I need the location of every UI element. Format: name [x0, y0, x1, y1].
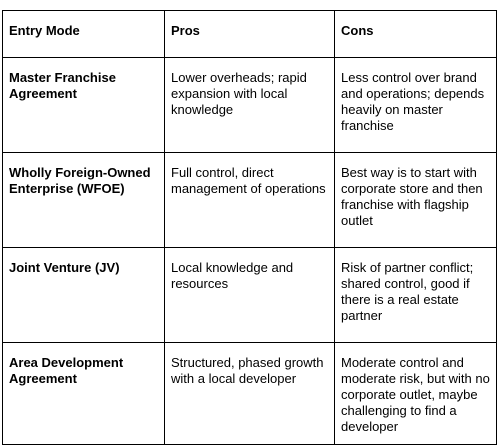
header-cons: Cons [335, 11, 497, 58]
cons-cell: Risk of partner conflict; shared control, good if there is a real estate partner [335, 248, 497, 343]
table-row [3, 153, 497, 248]
table-header-row [3, 11, 497, 58]
entry-mode-cell: Master Franchise Agreement [3, 58, 165, 153]
table-row [3, 58, 497, 153]
entry-mode-cell: Joint Venture (JV) [3, 248, 165, 343]
entry-mode-cell: Area Development Agreement [3, 343, 165, 445]
pros-cell: Local knowledge and resources [165, 248, 335, 343]
cons-cell: Less control over brand and operations; depends heavily on master franchise [335, 58, 497, 153]
table-row [3, 248, 497, 343]
pros-cell: Lower overheads; rapid expansion with local knowledge [165, 58, 335, 153]
entry-mode-cell: Wholly Foreign-Owned Enterprise (WFOE) [3, 153, 165, 248]
cons-cell: Moderate control and moderate risk, but with no corporate outlet, maybe challenging to find a developer [335, 343, 497, 445]
table-row [3, 343, 497, 445]
pros-cell: Structured, phased growth with a local developer [165, 343, 335, 445]
header-pros: Pros [165, 11, 335, 58]
pros-cell: Full control, direct management of operations [165, 153, 335, 248]
table-wrapper [2, 10, 497, 445]
entry-mode-table [2, 10, 497, 445]
header-entry-mode: Entry Mode [3, 11, 165, 58]
cons-cell: Best way is to start with corporate store and then franchise with flagship outlet [335, 153, 497, 248]
